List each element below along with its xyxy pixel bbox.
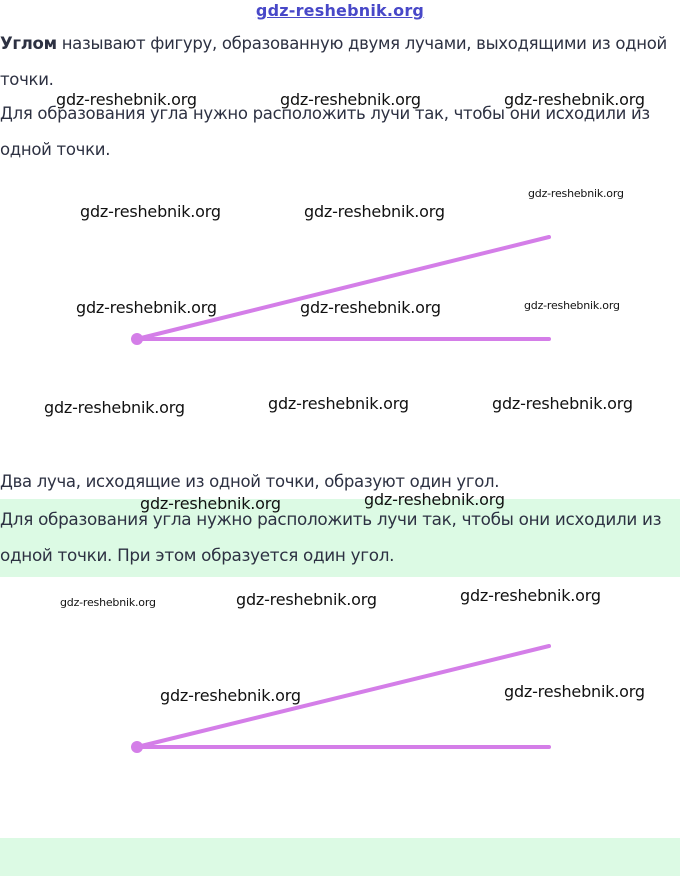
- vertex-point-1: [131, 333, 143, 345]
- definition-text: называют фигуру, образованную двумя лучами, выходящими из одной точки.: [0, 34, 667, 89]
- definition-paragraph: [0, 26, 670, 98]
- term-angle: Углом: [0, 34, 57, 53]
- watermark: gdz-reshebnik.org: [528, 187, 624, 200]
- watermark: gdz-reshebnik.org: [504, 682, 645, 701]
- answer-statement: Два луча, исходящие из одной точки, образуют один угол.: [0, 472, 500, 491]
- angle-figure-2: [0, 628, 680, 788]
- watermark: gdz-reshebnik.org: [44, 398, 185, 417]
- watermark: gdz-reshebnik.org: [460, 586, 601, 605]
- rule-paragraph: Для образования угла нужно расположить лучи так, чтобы они исходили из одной точки.: [0, 104, 650, 159]
- watermark: gdz-reshebnik.org: [268, 394, 409, 413]
- bottom-highlight: [0, 838, 680, 876]
- watermark: gdz-reshebnik.org: [140, 494, 281, 513]
- watermark: gdz-reshebnik.org: [364, 490, 505, 509]
- watermark: gdz-reshebnik.org: [492, 394, 633, 413]
- watermark: gdz-reshebnik.org: [60, 596, 156, 609]
- vertex-point-2: [131, 741, 143, 753]
- answer-explanation: Для образования угла нужно расположить лучи так, чтобы они исходили из одной точки. При этом образуется один угол.: [0, 509, 662, 565]
- watermark: gdz-reshebnik.org: [524, 299, 620, 312]
- site-link[interactable]: gdz-reshebnik.org: [255, 1, 425, 20]
- watermark: gdz-reshebnik.org: [280, 90, 421, 109]
- watermark: gdz-reshebnik.org: [56, 90, 197, 109]
- ray-upper-1: [137, 237, 549, 339]
- watermark: gdz-reshebnik.org: [160, 686, 301, 705]
- watermark: gdz-reshebnik.org: [76, 298, 217, 317]
- watermark: gdz-reshebnik.org: [504, 90, 645, 109]
- watermark: gdz-reshebnik.org: [80, 202, 221, 221]
- watermark: gdz-reshebnik.org: [236, 590, 377, 609]
- watermark: gdz-reshebnik.org: [300, 298, 441, 317]
- watermark: gdz-reshebnik.org: [304, 202, 445, 221]
